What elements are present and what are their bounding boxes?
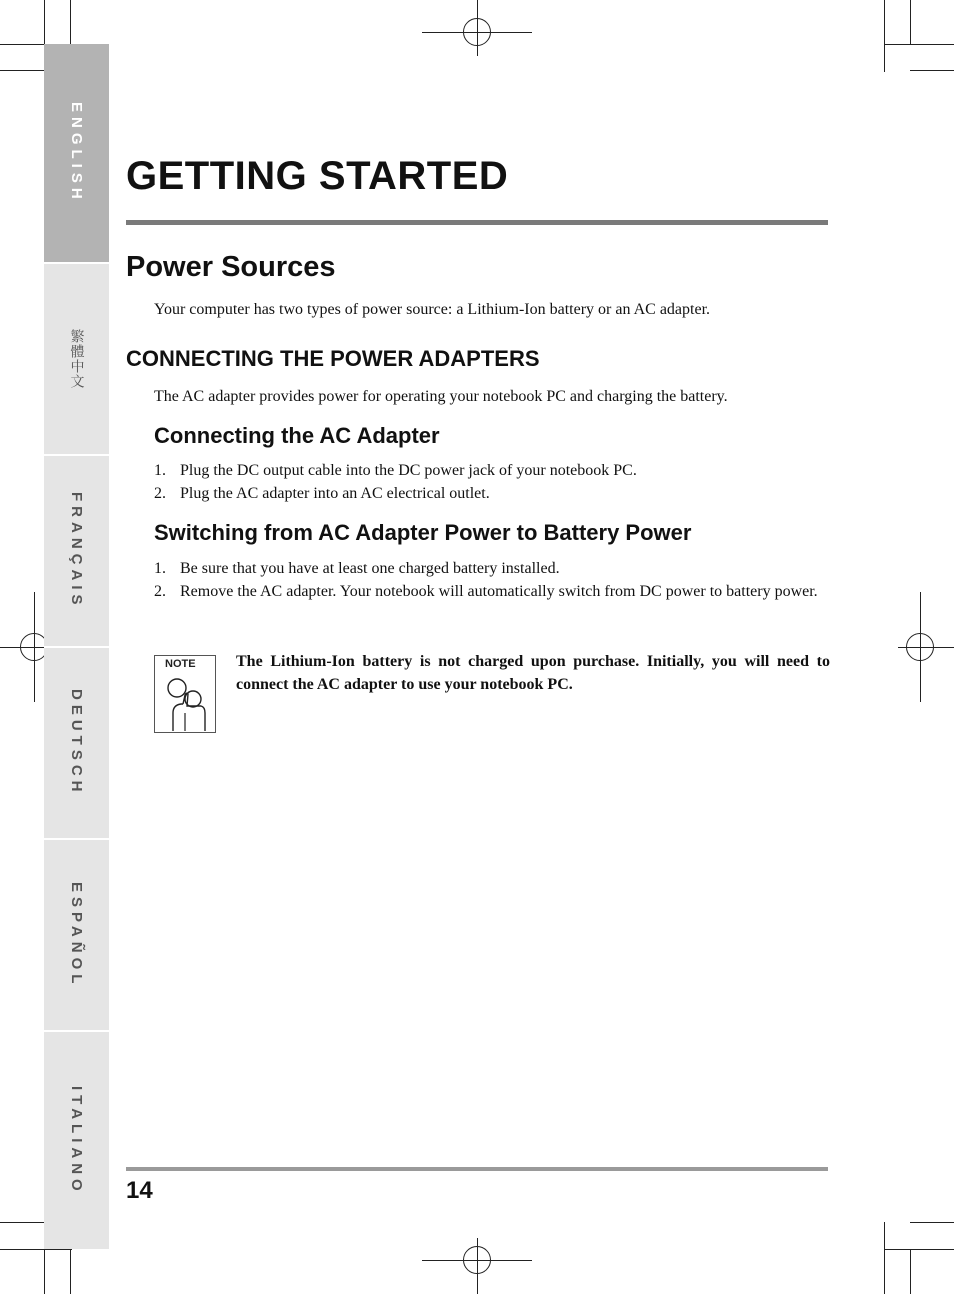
tab-francais[interactable] (44, 456, 109, 648)
step-number: 2. (154, 583, 166, 600)
subsection-heading: CONNECTING THE POWER ADAPTERS (126, 346, 540, 371)
connecting-heading: Connecting the AC Adapter (154, 423, 440, 448)
tab-english[interactable] (44, 44, 109, 264)
section-heading: Power Sources (126, 251, 336, 283)
page-title: GETTING STARTED (126, 154, 509, 198)
switching-steps (154, 557, 829, 603)
switching-heading: Switching from AC Adapter Power to Battery Power (154, 520, 692, 545)
tab-espanol[interactable] (44, 840, 109, 1032)
page-number: 14 (126, 1177, 153, 1204)
list-item (154, 482, 829, 505)
subsection-intro: The AC adapter provides power for operating your notebook PC and charging the battery. (154, 388, 728, 405)
tab-francais-label: FRANÇAIS (68, 492, 85, 610)
list-item (154, 557, 829, 580)
connecting-steps (154, 459, 829, 505)
step-number: 1. (154, 560, 166, 577)
footer-rule (126, 1167, 828, 1171)
section-intro: Your computer has two types of power source: a Lithium-Ion battery or an AC adapter. (154, 301, 711, 318)
step-number: 2. (154, 485, 166, 502)
tab-italiano[interactable] (44, 1032, 109, 1249)
language-tabs (44, 44, 109, 1249)
step-text: Plug the DC output cable into the DC power jack of your notebook PC. (180, 462, 637, 479)
tab-traditional-chinese-label: 繁體中文 (68, 329, 85, 389)
title-rule (126, 220, 828, 225)
note-text: The Lithium-Ion battery is not charged upon purchase. Initially, you will need to connect the AC adapter to use your notebook PC. (236, 653, 830, 693)
tab-english-label: ENGLISH (68, 102, 85, 204)
list-item (154, 580, 829, 603)
tab-italiano-label: ITALIANO (68, 1085, 85, 1196)
note-person-icon (163, 673, 209, 731)
list-item (154, 459, 829, 482)
tab-deutsch[interactable] (44, 648, 109, 840)
step-text: Remove the AC adapter. Your notebook will automatically switch from DC power to battery power. (180, 583, 818, 600)
tab-deutsch-label: DEUTSCH (68, 689, 85, 797)
tab-traditional-chinese[interactable] (44, 264, 109, 456)
step-text: Be sure that you have at least one charged battery installed. (180, 560, 560, 577)
note-label: NOTE (165, 658, 196, 670)
tab-espanol-label: ESPAÑOL (68, 881, 85, 989)
step-number: 1. (154, 462, 166, 479)
step-text: Plug the AC adapter into an AC electrical outlet. (180, 485, 490, 502)
note-box (154, 655, 216, 733)
